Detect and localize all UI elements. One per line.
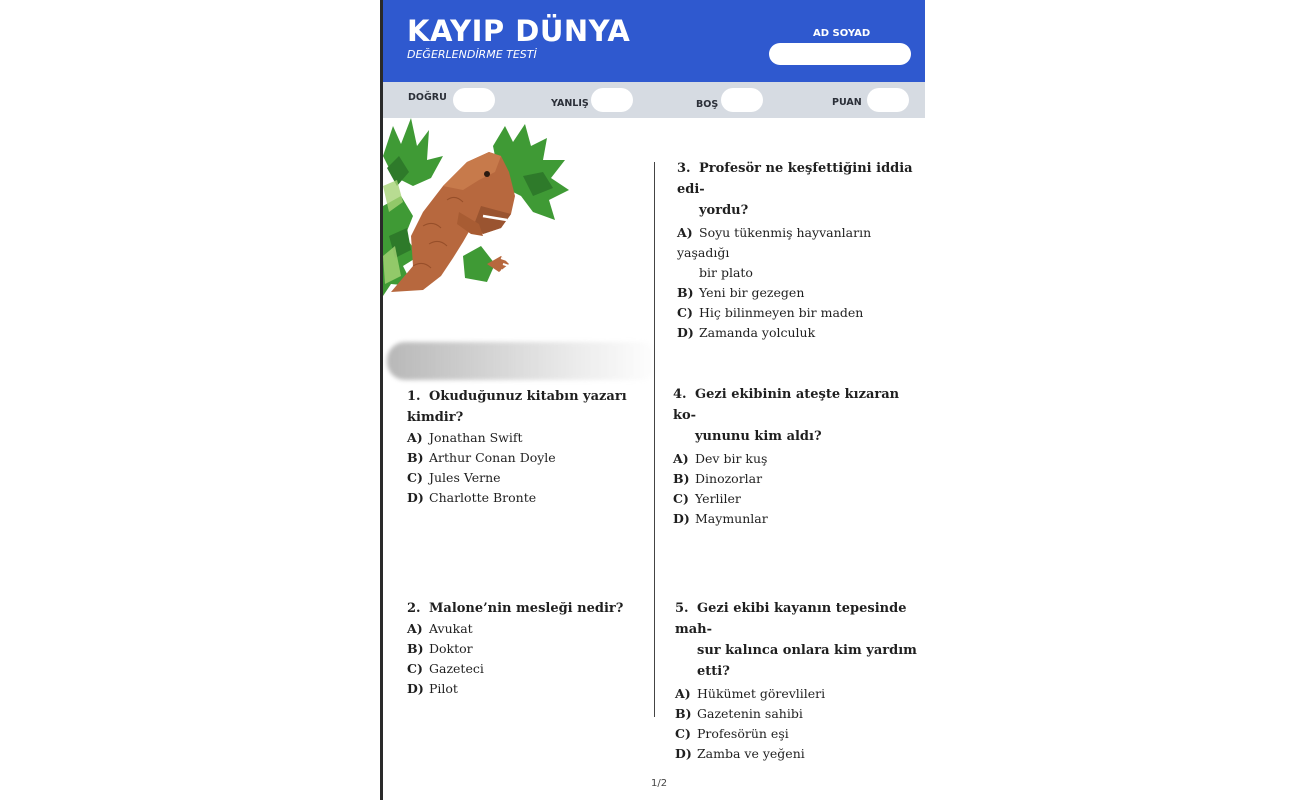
score-bar <box>383 82 925 118</box>
question-text-continued: yordu? <box>699 203 749 218</box>
option-letter: B) <box>677 285 694 300</box>
question-title <box>673 384 917 447</box>
test-sheet <box>380 0 925 800</box>
option-c[interactable] <box>675 724 919 744</box>
question-number: 3. <box>677 161 691 176</box>
option-text-continued: bir plato <box>699 265 753 280</box>
option-text: Avukat <box>429 621 473 636</box>
option-text: Doktor <box>429 641 473 656</box>
option-letter: D) <box>407 681 424 696</box>
option-text: Zamanda yolculuk <box>699 325 816 340</box>
option-letter: C) <box>677 305 693 320</box>
page-title: KAYIP DÜNYA <box>407 14 631 48</box>
option-letter: A) <box>407 430 423 445</box>
option-text: Arthur Conan Doyle <box>429 450 556 465</box>
option-text: Charlotte Bronte <box>429 490 537 505</box>
question-number: 1. <box>407 389 421 404</box>
option-text: Profesörün eşi <box>697 726 789 741</box>
option-text: Yeni bir gezegen <box>699 285 805 300</box>
question-text: Profesör ne keşfettiğini iddia edi- <box>677 161 913 197</box>
question-4 <box>673 384 917 529</box>
option-letter: A) <box>677 225 693 240</box>
option-letter: C) <box>407 470 423 485</box>
option-d[interactable] <box>407 679 652 699</box>
option-letter: B) <box>407 450 424 465</box>
option-letter: C) <box>675 726 691 741</box>
question-text-continued: sur kalınca onlara kim yardım etti? <box>697 643 917 679</box>
option-text: Jules Verne <box>429 470 501 485</box>
option-text: Gazeteci <box>429 661 484 676</box>
question-number: 5. <box>675 601 689 616</box>
question-text: Gezi ekibinin ateşte kızaran ko- <box>673 387 900 423</box>
name-field[interactable] <box>769 43 911 65</box>
option-letter: C) <box>407 661 423 676</box>
option-letter: D) <box>677 325 694 340</box>
option-b[interactable] <box>673 469 917 489</box>
option-letter: D) <box>407 490 424 505</box>
option-c[interactable] <box>407 659 652 679</box>
option-a[interactable] <box>407 428 652 448</box>
wrong-count-field[interactable] <box>591 88 633 112</box>
option-a[interactable] <box>677 223 917 283</box>
wrong-label: YANLIŞ <box>551 98 589 109</box>
question-number: 4. <box>673 387 687 402</box>
option-text: Gazetenin sahibi <box>697 706 803 721</box>
question-3 <box>677 158 917 343</box>
option-text: Hiç bilinmeyen bir maden <box>699 305 864 320</box>
option-letter: A) <box>407 621 423 636</box>
header-banner <box>383 0 925 82</box>
print-smudge <box>387 342 659 380</box>
dinosaur-illustration <box>383 116 573 302</box>
correct-label: DOĞRU <box>408 92 447 103</box>
option-c[interactable] <box>677 303 917 323</box>
option-b[interactable] <box>407 639 652 659</box>
option-letter: C) <box>673 491 689 506</box>
question-text: Okuduğunuz kitabın yazarı kimdir? <box>407 389 627 425</box>
question-5 <box>675 598 919 764</box>
question-title <box>677 158 917 221</box>
blank-label: BOŞ <box>696 99 719 110</box>
option-letter: B) <box>675 706 692 721</box>
option-text: Soyu tükenmiş hayvanların yaşadığı <box>677 225 872 260</box>
option-text: Hükümet görevlileri <box>697 686 826 701</box>
option-d[interactable] <box>407 488 652 508</box>
question-title <box>675 598 919 682</box>
option-text: Yerliler <box>695 491 741 506</box>
score-label: PUAN <box>832 97 862 108</box>
option-c[interactable] <box>407 468 652 488</box>
option-c[interactable] <box>673 489 917 509</box>
question-text: Malone’nin mesleği nedir? <box>429 601 624 616</box>
option-a[interactable] <box>675 684 919 704</box>
question-text: Gezi ekibi kayanın tepesinde mah- <box>675 601 907 637</box>
option-b[interactable] <box>675 704 919 724</box>
option-letter: B) <box>407 641 424 656</box>
option-letter: D) <box>675 746 692 761</box>
option-text: Dev bir kuş <box>695 451 768 466</box>
option-a[interactable] <box>407 619 652 639</box>
blank-count-field[interactable] <box>721 88 763 112</box>
option-d[interactable] <box>677 323 917 343</box>
question-title <box>407 386 652 428</box>
option-d[interactable] <box>675 744 919 764</box>
option-text: Pilot <box>429 681 458 696</box>
option-letter: A) <box>675 686 691 701</box>
page-subtitle: DEĞERLENDİRME TESTİ <box>407 48 537 61</box>
option-letter: B) <box>673 471 690 486</box>
option-text: Zamba ve yeğeni <box>697 746 805 761</box>
name-label: AD SOYAD <box>813 28 871 39</box>
option-text: Jonathan Swift <box>429 430 523 445</box>
option-d[interactable] <box>673 509 917 529</box>
column-divider <box>654 162 655 717</box>
option-letter: A) <box>673 451 689 466</box>
page-number: 1/2 <box>651 778 668 789</box>
question-number: 2. <box>407 601 421 616</box>
option-b[interactable] <box>407 448 652 468</box>
question-text-continued: yununu kim aldı? <box>695 429 822 444</box>
option-letter: D) <box>673 511 690 526</box>
question-2 <box>407 598 652 699</box>
question-title <box>407 598 652 619</box>
score-field[interactable] <box>867 88 909 112</box>
question-1 <box>407 386 652 508</box>
option-b[interactable] <box>677 283 917 303</box>
option-text: Maymunlar <box>695 511 768 526</box>
option-text: Dinozorlar <box>695 471 763 486</box>
correct-count-field[interactable] <box>453 88 495 112</box>
option-a[interactable] <box>673 449 917 469</box>
